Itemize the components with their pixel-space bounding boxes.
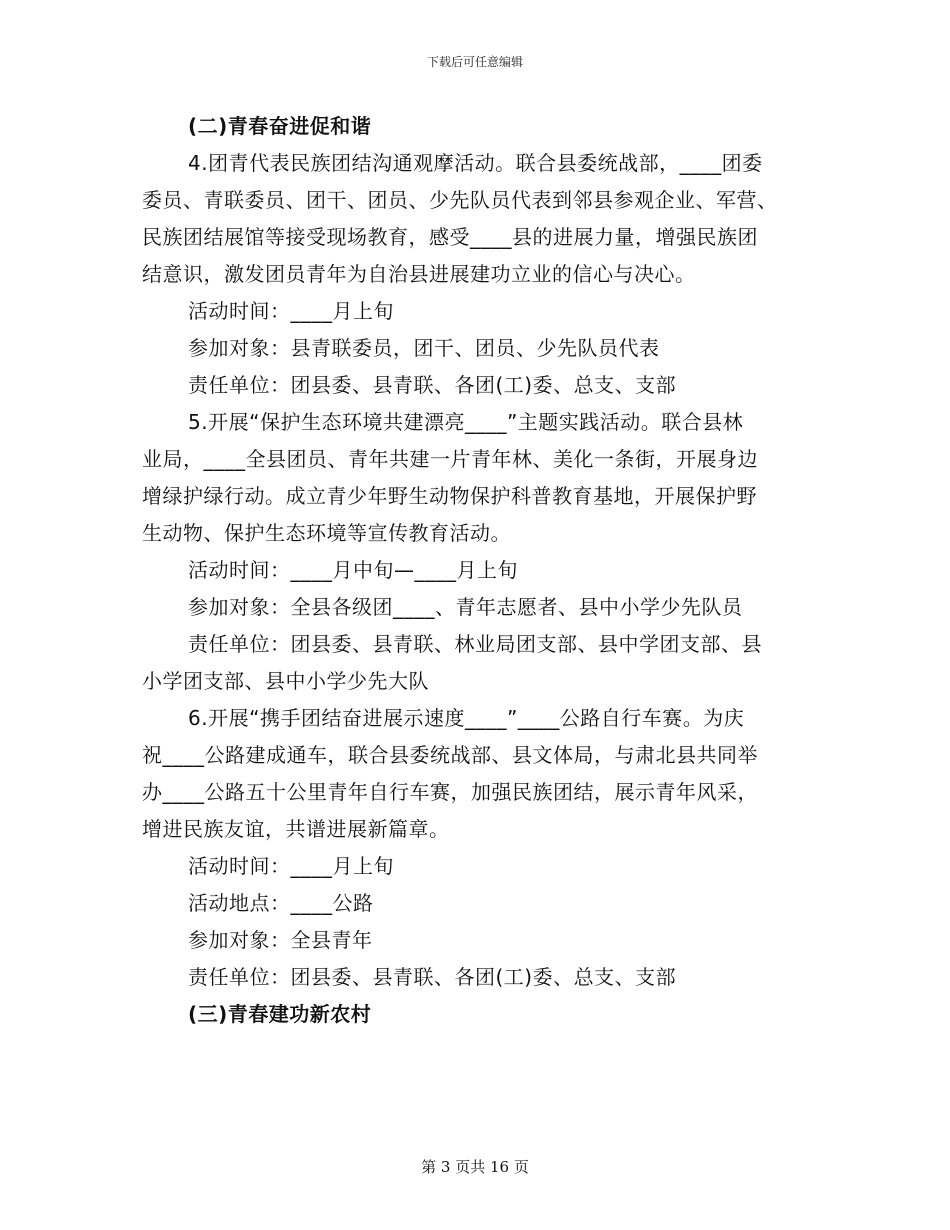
paragraph-line: 生动物、保护生态环境等宣传教育活动。: [142, 521, 511, 545]
page-header: 下载后可任意编辑: [426, 55, 523, 69]
activity-time: 活动时间：____月中旬—____月上旬: [188, 558, 518, 582]
paragraph-line: 小学团支部、县中小学少先大队: [142, 669, 429, 693]
paragraph-line: 增进民族友谊，共谱进展新篇章。: [142, 817, 450, 841]
paragraph-line: 办____公路五十公里青年自行车赛，加强民族团结，展示青年风采，: [142, 780, 758, 804]
activity-time: 活动时间：____月上旬: [188, 854, 394, 878]
participants: 参加对象：县青联委员，团干、团员、少先队员代表: [188, 336, 660, 360]
participants: 参加对象：全县各级团____、青年志愿者、县中小学少先队员: [188, 595, 743, 619]
responsible-units: 责任单位：团县委、县青联、各团(工)委、总支、支部: [188, 965, 677, 989]
participants: 参加对象：全县青年: [188, 928, 373, 952]
paragraph-line: 祝____公路建成通车，联合县委统战部、县文体局，与肃北县共同举: [142, 743, 758, 767]
responsible-units: 责任单位：团县委、县青联、林业局团支部、县中学团支部、县: [188, 632, 762, 656]
paragraph-line: 民族团结展馆等接受现场教育，感受____县的进展力量，增强民族团: [142, 225, 758, 249]
section-heading: (二)青春奋进促和谐: [188, 114, 372, 138]
activity-time: 活动时间：____月上旬: [188, 299, 394, 323]
paragraph-line: 业局，____全县团员、青年共建一片青年林、美化一条街，开展身边: [142, 447, 758, 471]
paragraph-line: 4.团青代表民族团结沟通观摩活动。联合县委统战部，____团委: [188, 151, 763, 175]
paragraph-line: 结意识，激发团员青年为自治县进展建功立业的信心与决心。: [142, 262, 696, 286]
paragraph-line: 6.开展“携手团结奋进展示速度____”____公路自行车赛。为庆: [188, 706, 745, 730]
page-footer: 第 3 页共 16 页: [421, 1158, 529, 1176]
paragraph-line: 委员、青联委员、团干、团员、少先队员代表到邻县参观企业、军营、: [142, 188, 778, 212]
paragraph-line: 5.开展“保护生态环境共建漂亮____”主题实践活动。联合县林: [188, 410, 744, 434]
document-body: [142, 108, 810, 1033]
section-heading: (三)青春建功新农村: [188, 1002, 372, 1026]
responsible-units: 责任单位：团县委、县青联、各团(工)委、总支、支部: [188, 373, 677, 397]
paragraph-line: 增绿护绿行动。成立青少年野生动物保护科普教育基地，开展保护野: [142, 484, 757, 508]
activity-location: 活动地点：____公路: [188, 891, 374, 915]
